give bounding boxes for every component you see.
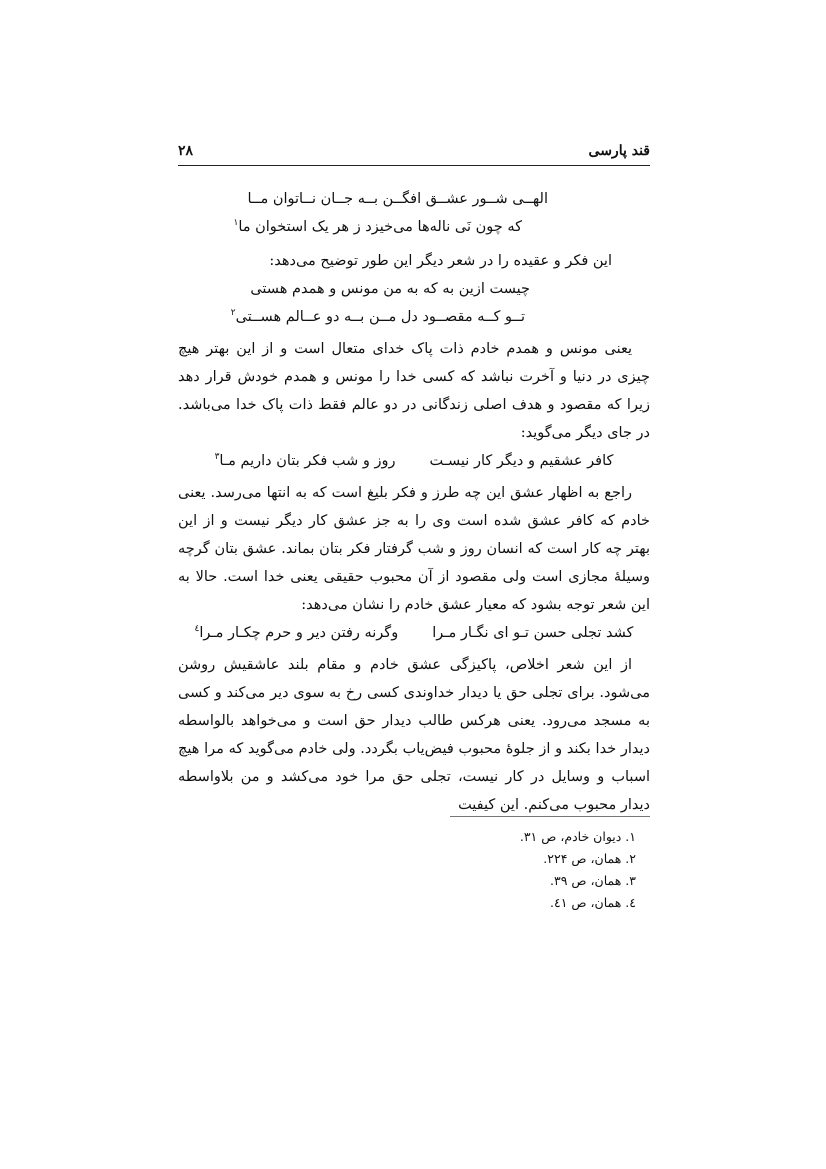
running-title: قند پارسی bbox=[588, 143, 650, 159]
poem2-line2 bbox=[178, 303, 650, 331]
verse-4-hemistich-1: کشد تجلی حسن تـو ای نگـار مـرا bbox=[432, 625, 634, 641]
poem1-line2 bbox=[178, 213, 650, 241]
footnote-ref-1: ۱ bbox=[233, 218, 239, 229]
paragraph-1: یعنی مونس و همدم خادم ذات پاک خدای متعال است و از این بهتر هیچ چیزی در دنیا و آخرت نباشد که کسی خدا را مونس و همدم خودش قرار دهد زیرا که مقصود و هدف اصلی زندگانی در دو عالم فقط ذات پاک خدا می‌باشد. در جای دیگر می‌گوید: bbox=[178, 341, 650, 441]
paragraph-2: راجع به اظهار عشق این چه طرز و فکر بلیغ است که به انتها می‌رسد. یعنی خادم که کافر عشق شده است وی را به جز عشق کار دیگر نیست و از این بهتر چه کار است که انسان روز و شب گرفتار فکر بتان بماند. عشق بتان گرچه وسیلهٔ مجازی است ولی مقصود از آن محبوب حقیقی یعنی خدا است. حالا به این شعر توجه بشود که معیار عشق خادم را نشان می‌دهد: bbox=[178, 485, 650, 613]
footnote-divider bbox=[450, 816, 650, 817]
footnote-4: ٤. همان، ص ٤۱. bbox=[550, 895, 636, 910]
verse-3-hemistich-2: روز و شب فکر بتان داریم مـا bbox=[219, 453, 396, 469]
poem1-line2-text: که چون نَی ناله‌ها می‌خیزد ز هر یک استخوان ما bbox=[238, 219, 522, 235]
footnote-2: ۲. همان، ص ۲۲۴. bbox=[543, 851, 636, 866]
lead-sentence: این فکر و عقیده را در شعر دیگر این طور توضیح می‌دهد: bbox=[269, 253, 612, 269]
footnote-ref-2: ۲ bbox=[230, 308, 236, 319]
poem2-line1: چیست ازین به که به من مونس و همدم هستی bbox=[250, 281, 530, 297]
poem2-line2-text: تــو کــه مقصــود دل مــن بــه دو عــالم هســتی bbox=[235, 309, 525, 325]
verse-3 bbox=[178, 447, 650, 475]
verse-4 bbox=[178, 619, 650, 647]
page-body bbox=[178, 185, 650, 819]
footnote-3: ۳. همان، ص ۳۹. bbox=[550, 873, 636, 888]
footnote-1: ۱. دیوان خادم، ص ۳۱. bbox=[519, 829, 636, 844]
footnotes bbox=[178, 826, 650, 914]
page-number: ۲۸ bbox=[178, 143, 194, 159]
page-header bbox=[178, 141, 650, 166]
paragraph-3: از این شعر اخلاص، پاکیزگی عشق خادم و مقام بلند عاشقیش روشن می‌شود. برای تجلی حق یا دیدار خداوندی کسی رخ به سوی دیر می‌کند و کسی به مسجد می‌رود. یعنی هرکس طالب دیدار حق است و می‌خواهد بالواسطه دیدار خدا بکند و از جلوهٔ محبوب فیض‌یاب بگردد. ولی خادم می‌گوید که مرا هیچ اسباب و وسایل در کار نیست، تجلی حق مرا خود می‌کشد و من بلاواسطه دیدار محبوب می‌کنم. این کیفیت bbox=[178, 657, 650, 813]
verse-4-hemistich-2: وگرنه رفتن دیر و حرم چکـار مـرا bbox=[199, 625, 399, 641]
verse-3-hemistich-1: کافر عشقیم و دیگر کار نیسـت bbox=[429, 453, 614, 469]
poem1-line1: الهــی شــور عشــق افگــن بــه جــان نــاتوان مــا bbox=[247, 191, 548, 207]
footnote-ref-3: ۳ bbox=[214, 452, 220, 463]
footnote-ref-4: ٤ bbox=[194, 624, 200, 635]
